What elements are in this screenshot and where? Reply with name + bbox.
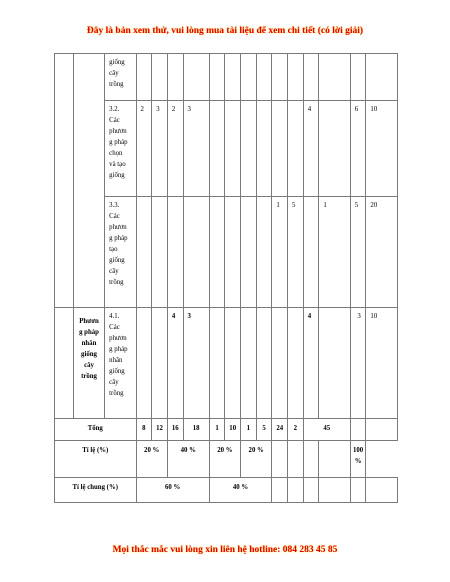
value-cell bbox=[136, 308, 152, 419]
total-cell: 18 bbox=[183, 419, 209, 441]
ratio-cell: 20 % bbox=[241, 441, 272, 478]
value-cell: 2 bbox=[167, 101, 183, 197]
total-label: Tổng bbox=[55, 419, 137, 441]
value-cell: 6 bbox=[350, 101, 366, 197]
hotline-banner: Mọi thắc mắc vui lòng xin liên hệ hotline: 084 283 45 85 bbox=[112, 545, 338, 555]
lesson-cell: 3.3. Các phươn g pháp tạo giống cây trồng bbox=[105, 197, 136, 308]
ratio-cell: 20 % bbox=[209, 441, 240, 478]
value-cell bbox=[272, 101, 288, 197]
total-cell: 8 bbox=[136, 419, 152, 441]
value-cell bbox=[136, 197, 152, 308]
value-cell bbox=[256, 197, 272, 308]
value-cell: 10 bbox=[366, 101, 398, 197]
value-cell: 10 bbox=[366, 308, 398, 419]
value-cell: 1 bbox=[319, 197, 350, 308]
overall-label: Tỉ lệ chung (%) bbox=[55, 478, 137, 503]
value-cell: 4 bbox=[303, 101, 319, 197]
value-cell bbox=[288, 101, 304, 197]
ratio-row bbox=[55, 441, 398, 478]
value-cell bbox=[256, 101, 272, 197]
total-cell: 12 bbox=[152, 419, 168, 441]
value-cell: 1 bbox=[272, 197, 288, 308]
total-cell: 2 bbox=[288, 419, 304, 441]
table-row bbox=[55, 197, 398, 308]
value-cell bbox=[152, 308, 168, 419]
value-cell bbox=[241, 197, 257, 308]
ratio-label: Tỉ lệ (%) bbox=[55, 441, 137, 478]
value-cell bbox=[319, 308, 350, 419]
value-cell: 20 bbox=[366, 197, 398, 308]
table-row bbox=[55, 54, 398, 101]
chapter-cell bbox=[55, 54, 74, 308]
value-cell: 3 bbox=[183, 308, 209, 419]
total-row bbox=[55, 419, 398, 441]
value-cell: 5 bbox=[350, 197, 366, 308]
ratio-cell: 40 % bbox=[167, 441, 209, 478]
total-cell: 1 bbox=[241, 419, 257, 441]
value-cell: 4 bbox=[303, 308, 319, 419]
value-cell: 4 bbox=[167, 308, 183, 419]
overall-cell: 60 % bbox=[136, 478, 209, 503]
table-row bbox=[55, 101, 398, 197]
overall-cell: 40 % bbox=[209, 478, 272, 503]
lesson-cell: giống cây trồng bbox=[105, 54, 136, 101]
lesson-cell: 4.1. Các phươn g pháp nhân giống cây trồng bbox=[105, 308, 136, 419]
value-cell bbox=[209, 101, 225, 197]
ratio-total-cell: 100 % bbox=[350, 441, 366, 478]
total-cell: 10 bbox=[225, 419, 241, 441]
value-cell: 3 bbox=[350, 308, 366, 419]
value-cell bbox=[209, 197, 225, 308]
total-cell: 45 bbox=[303, 419, 350, 441]
total-cell: 1 bbox=[209, 419, 225, 441]
matrix-table bbox=[54, 53, 398, 503]
value-cell bbox=[303, 197, 319, 308]
value-cell bbox=[241, 101, 257, 197]
topic-cell: Phươn g pháp nhân giống cây trồng bbox=[73, 308, 104, 419]
lesson-cell: 3.2. Các phươn g pháp chọn và tạo giống bbox=[105, 101, 136, 197]
value-cell: 5 bbox=[288, 197, 304, 308]
value-cell bbox=[272, 308, 288, 419]
topic-cell bbox=[73, 54, 104, 308]
value-cell bbox=[319, 101, 350, 197]
ratio-cell: 20 % bbox=[136, 441, 167, 478]
value-cell bbox=[241, 308, 257, 419]
value-cell bbox=[225, 308, 241, 419]
table-row bbox=[55, 308, 398, 419]
value-cell bbox=[209, 308, 225, 419]
value-cell bbox=[225, 101, 241, 197]
total-cell: 5 bbox=[256, 419, 272, 441]
value-cell bbox=[225, 197, 241, 308]
total-cell: 16 bbox=[167, 419, 183, 441]
value-cell bbox=[256, 308, 272, 419]
value-cell: 3 bbox=[152, 101, 168, 197]
value-cell bbox=[288, 308, 304, 419]
total-cell: 24 bbox=[272, 419, 288, 441]
value-cell bbox=[152, 197, 168, 308]
value-cell: 2 bbox=[136, 101, 152, 197]
value-cell bbox=[167, 197, 183, 308]
preview-banner: Đây là bản xem thử, vui lòng mua tài liệu để xem chi tiết (có lời giải) bbox=[86, 26, 364, 36]
value-cell bbox=[183, 197, 209, 308]
value-cell: 3 bbox=[183, 101, 209, 197]
overall-row bbox=[55, 478, 398, 503]
